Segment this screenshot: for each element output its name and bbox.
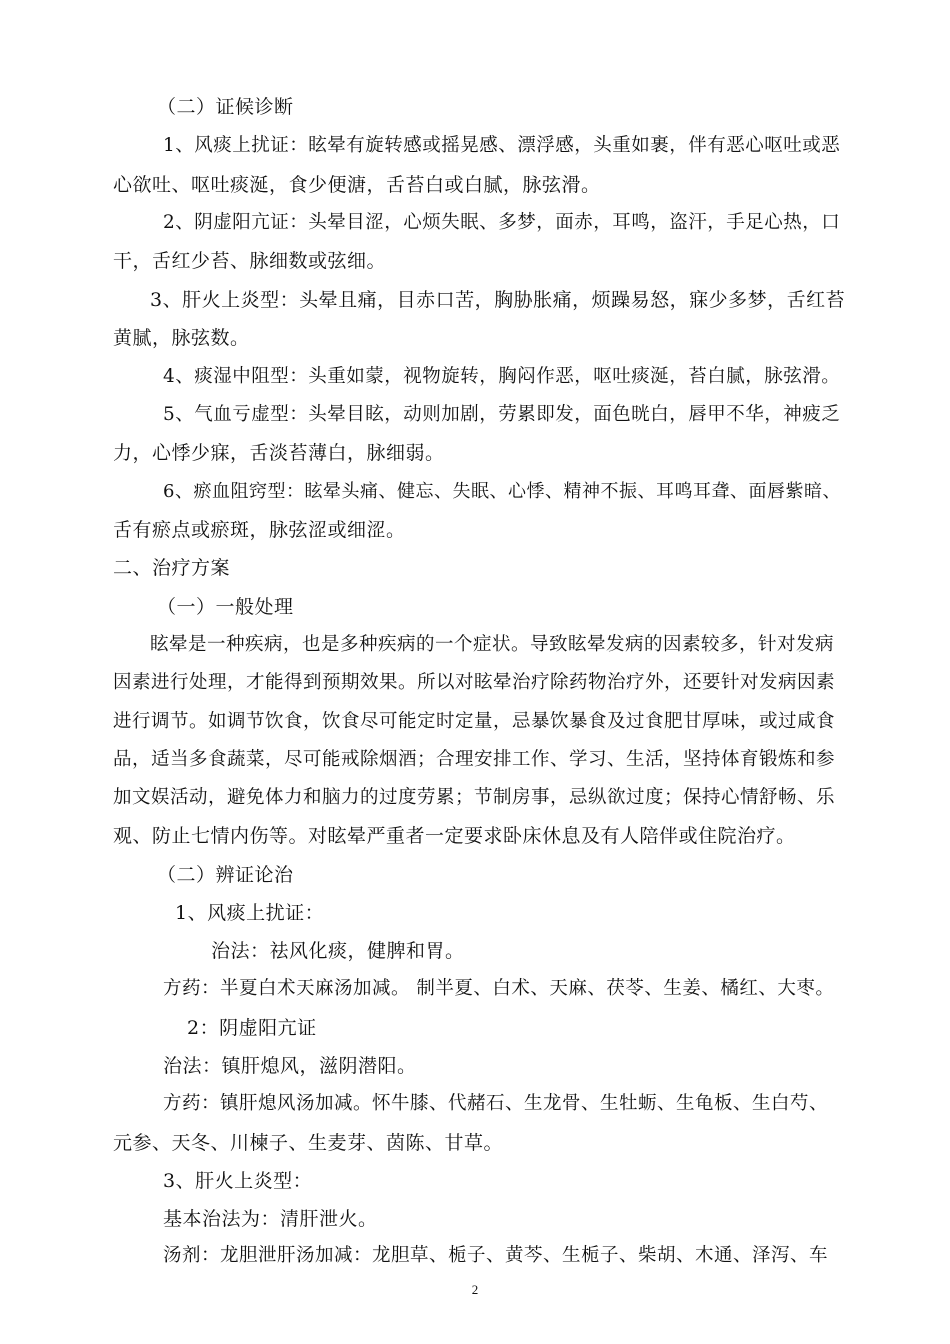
text-line: 因素进行处理，才能得到预期效果。所以对眩晕治疗除药物治疗外，还要针对发病因素 xyxy=(113,672,836,693)
text-line: 3、肝火上炎型：头晕且痛，目赤口苦，胸胁胀痛，烦躁易怒，寐少多梦，舌红苔 xyxy=(150,289,846,311)
text-line: 5、气血亏虚型：头晕目眩，动则加剧，劳累即发，面色晄白，唇甲不华，神疲乏 xyxy=(163,404,841,425)
text-line: 舌有瘀点或瘀斑，脉弦涩或细涩。 xyxy=(113,519,406,541)
text-line: 力，心悸少寐，舌淡苔薄白，脉细弱。 xyxy=(113,442,445,464)
text-line: 方药：半夏白术天麻汤加减。 制半夏、白术、天麻、茯苓、生姜、橘红、大枣。 xyxy=(163,978,835,999)
text-line: 基本治法为：清肝泄火。 xyxy=(163,1208,378,1230)
text-line: 2：阴虚阳亢证 xyxy=(187,1017,317,1039)
section-heading-syndrome-diagnosis: （二）证候诊断 xyxy=(157,96,294,118)
subsection-heading-general: （一）一般处理 xyxy=(157,596,294,618)
text-line: 心欲吐、呕吐痰涎，食少便溏，舌苔白或白腻，脉弦滑。 xyxy=(113,174,601,196)
text-line: 1、风痰上扰证：眩晕有旋转感或摇晃感、漂浮感，头重如裹，伴有恶心呕吐或恶 xyxy=(163,135,841,156)
text-line: 2、阴虚阳亢证：头晕目涩，心烦失眠、多梦，面赤，耳鸣，盗汗，手足心热，口 xyxy=(163,212,841,233)
subsection-heading-differentiation: （二）辨证论治 xyxy=(157,864,294,886)
text-line: 眩晕是一种疾病，也是多种疾病的一个症状。导致眩晕发病的因素较多，针对发病 xyxy=(150,634,835,655)
text-line: 元参、天冬、川楝子、生麦芽、茵陈、甘草。 xyxy=(113,1132,504,1154)
text-line: 方药：镇肝熄风汤加减。怀牛膝、代赭石、生龙骨、生牡蛎、生龟板、生白芍、 xyxy=(163,1093,829,1114)
page-number: 2 xyxy=(471,1282,479,1297)
text-line: 黄腻，脉弦数。 xyxy=(113,327,250,349)
text-line: 干，舌红少苔、脉细数或弦细。 xyxy=(113,250,387,272)
text-line: 加文娱活动，避免体力和脑力的过度劳累；节制房事，忌纵欲过度；保持心情舒畅、乐 xyxy=(113,787,836,808)
text-line: 治法：镇肝熄风，滋阴潜阳。 xyxy=(163,1055,417,1077)
text-line: 观、防止七情内伤等。对眩晕严重者一定要求卧床休息及有人陪伴或住院治疗。 xyxy=(113,825,796,847)
text-line: 品，适当多食蔬菜，尽可能戒除烟酒；合理安排工作、学习、生活，坚持体育锻炼和参 xyxy=(113,749,836,770)
text-line: 治法：祛风化痰，健脾和胃。 xyxy=(211,940,465,962)
text-line: 6、瘀血阻窍型：眩晕头痛、健忘、失眠、心悸、精神不振、耳鸣耳聋、面唇紫暗、 xyxy=(163,481,841,502)
section-heading-treatment-plan: 二、治疗方案 xyxy=(113,557,231,579)
text-line: 汤剂：龙胆泄肝汤加减：龙胆草、栀子、黄芩、生栀子、柴胡、木通、泽泻、车 xyxy=(163,1245,829,1266)
text-line: 进行调节。如调节饮食，饮食尽可能定时定量，忌暴饮暴食及过食肥甘厚味，或过咸食 xyxy=(113,711,836,732)
text-line: 4、痰湿中阻型：头重如蒙，视物旋转，胸闷作恶，呕吐痰涎，苔白腻，脉弦滑。 xyxy=(163,366,841,387)
text-line: 3、肝火上炎型： xyxy=(163,1170,313,1192)
text-line: 1、风痰上扰证： xyxy=(175,902,325,924)
